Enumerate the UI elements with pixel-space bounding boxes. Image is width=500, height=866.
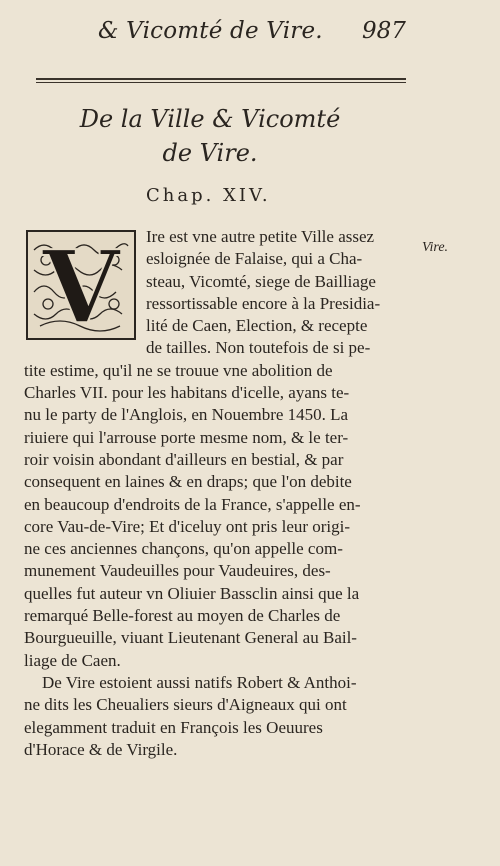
text-line: Ire est vne autre petite Ville assez [146, 227, 375, 246]
chapter-title [40, 102, 380, 170]
title-line-2: de Vire. [162, 139, 258, 167]
text-line: d'Horace & de Virgile. [24, 739, 178, 759]
text-line: tite estime, qu'il ne se trouue vne abolition de [24, 360, 333, 380]
initial-letter: V [42, 230, 120, 340]
chapter-number: Chap. XIV. [146, 185, 271, 206]
text-line: esloignée de Falaise, qui a Cha- [146, 249, 363, 269]
text-line: elegamment traduit en François les Oeuures [24, 717, 323, 737]
text-line: liage de Caen. [24, 650, 121, 670]
text-line: Charles VII. pour les habitans d'icelle, ayans te- [24, 383, 350, 403]
text-line: riuiere qui l'arrouse porte mesme nom, & le ter- [24, 427, 349, 447]
header-rule [36, 78, 406, 83]
margin-note: Vire. [422, 240, 449, 255]
page-number: 987 [362, 18, 406, 44]
running-head: & Vicomté de Vire. [98, 18, 323, 44]
body-text [24, 226, 414, 761]
text-line: de tailles. Non toutefois de si pe- [146, 338, 371, 358]
text-line: en beaucoup d'endroits de la France, s'appelle en- [24, 494, 361, 514]
text-line: ne ces anciennes chançons, qu'on appelle com- [24, 539, 343, 559]
text-line: nu le party de l'Anglois, en Nouembre 1450. La [24, 405, 349, 425]
text-line: Bourgueuille, viuant Lieutenant General au Bail- [24, 628, 357, 648]
text-line: lité de Caen, Election, & recepte [146, 316, 368, 336]
text-line: core Vau-de-Vire; Et d'iceluy ont pris leur origi- [24, 516, 351, 536]
text-line: roir voisin abondant d'ailleurs en bestial, & par [24, 449, 344, 469]
text-line: quelles fut auteur vn Oliuier Bassclin ainsi que la [24, 583, 360, 603]
title-line-1: De la Ville & Vicomté [79, 105, 341, 133]
text-line: steau, Vicomté, siege de Bailliage [146, 271, 376, 291]
text-line: consequent en laines & en draps; que l'on debite [24, 472, 352, 492]
text-line: ne dits les Cheualiers sieurs d'Aigneaux qui ont [24, 695, 347, 715]
text-line: munement Vaudeuilles pour Vaudeuires, des- [24, 561, 331, 581]
text-line: remarqué Belle-forest au moyen de Charles de [24, 606, 341, 626]
text-line: ressortissable encore à la Presidia- [146, 293, 381, 313]
text-line: De Vire estoient aussi natifs Robert & Anthoi- [42, 672, 357, 692]
